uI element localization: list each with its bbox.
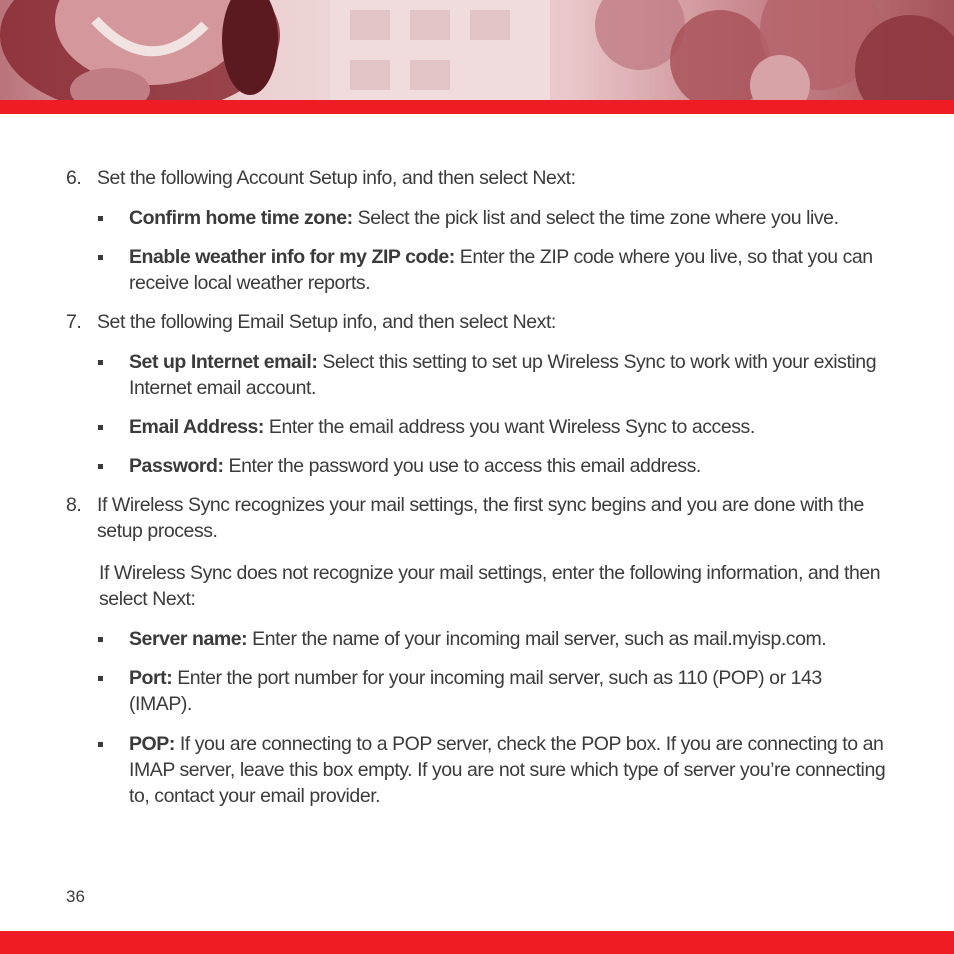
header-accent-bar: [0, 100, 954, 114]
header-photo-illustration: [0, 0, 954, 101]
bullet-label: Email Address:: [129, 416, 264, 438]
step-number: 8.: [66, 494, 82, 516]
bullet-text: Enter the name of your incoming mail server, such as mail.myisp.com.: [247, 628, 827, 650]
bullet-label: Confirm home time zone:: [129, 207, 353, 229]
bullet-text: Select the pick list and select the time zone where you live.: [352, 207, 839, 229]
bullet-text: Enter the email address you want Wireless Sync to access.: [263, 416, 755, 438]
bullet-label: POP:: [129, 733, 175, 755]
bullet-square-icon: [98, 742, 103, 747]
bullet-square-icon: [98, 637, 103, 642]
bullet-square-icon: [98, 216, 103, 221]
page-number: 36: [66, 887, 85, 906]
bullet-label: Port:: [129, 667, 173, 689]
step-text: If Wireless Sync recognizes your mail settings, the first sync begins and you are done with the setup process.: [97, 494, 864, 542]
step-number: 7.: [66, 311, 82, 333]
bullet-label: Password:: [129, 455, 224, 477]
step-paragraph: If Wireless Sync does not recognize your mail settings, enter the following information, and then select Next:: [99, 562, 881, 610]
bullet-label: Enable weather info for my ZIP code:: [129, 246, 455, 268]
bullet-label: Server name:: [129, 628, 248, 650]
step-text: Set the following Email Setup info, and then select Next:: [97, 311, 556, 333]
bullet-square-icon: [98, 676, 103, 681]
bullet-label: Set up Internet email:: [129, 351, 318, 373]
bullet-text: Enter the port number for your incoming mail server, such as 110 (POP) or 143 (IMAP).: [129, 667, 822, 715]
step-text: Set the following Account Setup info, and then select Next:: [97, 167, 576, 189]
bullet-text: Enter the ZIP code where you live, so that you can receive local weather reports.: [129, 246, 873, 294]
bullet-text: Select this setting to set up Wireless Sync to work with your existing Internet email account.: [129, 351, 877, 399]
bullet-square-icon: [98, 425, 103, 430]
bullet-text: If you are connecting to a POP server, check the POP box. If you are connecting to an IMAP server, leave this box empty. If you are not sure which type of server you’re connecting to, contact your email provider.: [129, 733, 886, 807]
bullet-square-icon: [98, 464, 103, 469]
bullet-square-icon: [98, 360, 103, 365]
header-photo-banner: [0, 0, 954, 101]
bullet-square-icon: [98, 255, 103, 260]
step-number: 6.: [66, 167, 82, 189]
bullet-text: Enter the password you use to access this email address.: [223, 455, 701, 477]
footer-accent-bar: [0, 931, 954, 954]
